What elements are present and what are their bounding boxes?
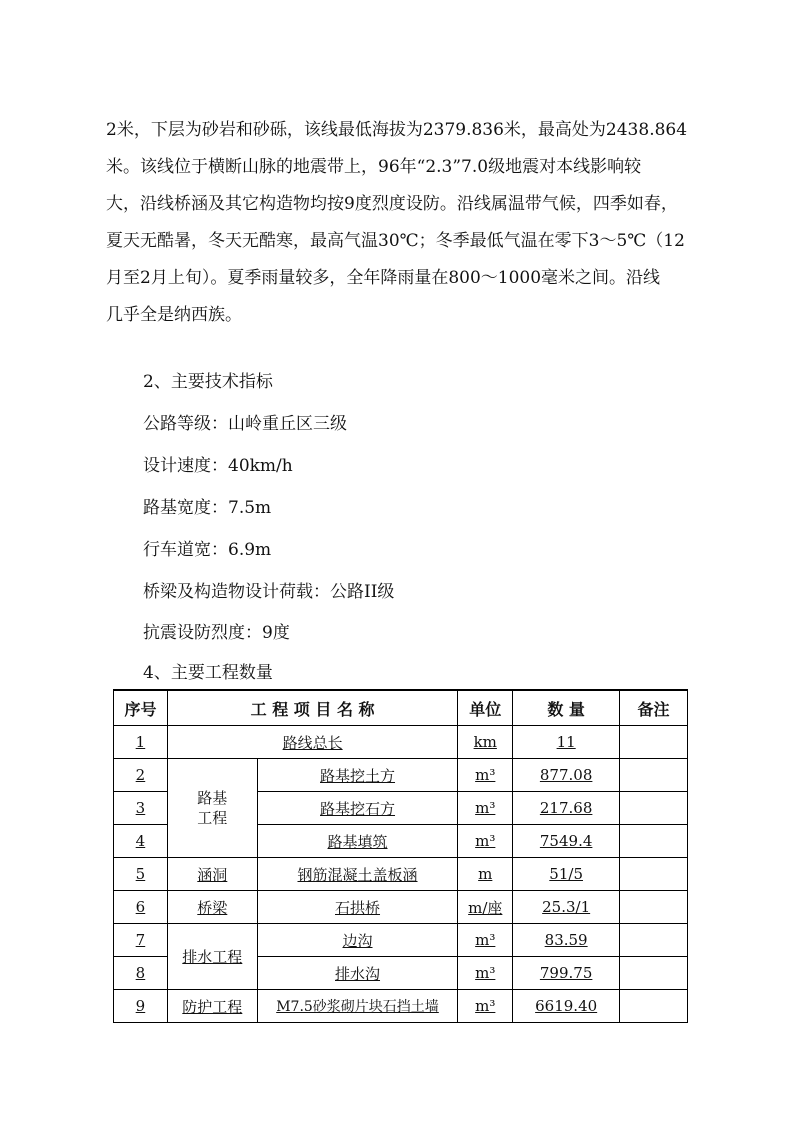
row-no: 5 — [114, 858, 168, 891]
row-category: 防护工程 — [167, 990, 257, 1023]
row-note — [620, 924, 688, 957]
row-name: 边沟 — [257, 924, 458, 957]
row-name: 排水沟 — [257, 957, 458, 990]
row-unit: m³ — [458, 990, 513, 1023]
header-note: 备注 — [620, 690, 688, 726]
row-note — [620, 792, 688, 825]
quantities-table — [113, 689, 688, 1023]
paragraph-line: 月至2月上旬）。夏季雨量较多，全年降雨量在800～1000毫米之间。沿线 — [106, 268, 661, 288]
row-unit: m³ — [458, 957, 513, 990]
row-qty: 83.59 — [513, 924, 620, 957]
row-category: 路线总长 — [167, 726, 457, 759]
row-name: 路基挖石方 — [257, 792, 458, 825]
row-no: 6 — [114, 891, 168, 924]
row-note — [620, 891, 688, 924]
row-note — [620, 726, 688, 759]
row-qty: 877.08 — [513, 759, 620, 792]
row-note — [620, 957, 688, 990]
table-row — [114, 726, 688, 759]
spec-seismic-intensity: 抗震设防烈度：9度 — [143, 623, 290, 643]
paragraph-line: 夏天无酷暑，冬天无酷寒，最高气温30℃；冬季最低气温在零下3～5℃（12 — [106, 231, 685, 251]
table-row — [114, 924, 688, 957]
row-name: 路基挖土方 — [257, 759, 458, 792]
paragraph-line: 2米，下层为砂岩和砂砾，该线最低海拔为2379.836米，最高处为2438.864 — [106, 120, 688, 140]
row-qty: 11 — [513, 726, 620, 759]
spec-subgrade-width: 路基宽度：7.5m — [143, 498, 272, 518]
row-unit: m³ — [458, 825, 513, 858]
row-category: 涵洞 — [167, 858, 257, 891]
spec-design-load: 桥梁及构造物设计荷载：公路II级 — [143, 582, 395, 602]
row-category — [167, 759, 257, 858]
row-note — [620, 825, 688, 858]
row-unit: m — [458, 858, 513, 891]
table-row — [114, 990, 688, 1023]
header-unit: 单位 — [458, 690, 513, 726]
row-qty: 6619.40 — [513, 990, 620, 1023]
row-qty: 217.68 — [513, 792, 620, 825]
spec-design-speed: 设计速度：40km/h — [143, 456, 293, 476]
row-qty: 7549.4 — [513, 825, 620, 858]
row-note — [620, 858, 688, 891]
section-heading-tech: 2、主要技术指标 — [143, 372, 273, 392]
spec-lane-width: 行车道宽：6.9m — [143, 540, 272, 560]
row-qty: 25.3/1 — [513, 891, 620, 924]
paragraph-line: 米。该线位于横断山脉的地震带上，96年“2.3”7.0级地震对本线影响较 — [106, 157, 642, 177]
header-qty: 数 量 — [513, 690, 620, 726]
table-row — [114, 891, 688, 924]
row-name: 石拱桥 — [257, 891, 458, 924]
section-heading-quantities: 4、主要工程数量 — [143, 663, 273, 683]
header-item: 工 程 项 目 名 称 — [167, 690, 457, 726]
row-name: 钢筋混凝土盖板涵 — [257, 858, 458, 891]
row-category: 排水工程 — [167, 924, 257, 990]
row-unit: m³ — [458, 792, 513, 825]
row-category: 桥梁 — [167, 891, 257, 924]
row-no: 2 — [114, 759, 168, 792]
row-no: 9 — [114, 990, 168, 1023]
row-unit: m³ — [458, 759, 513, 792]
row-name: M7.5砂浆砌片块石挡土墙 — [257, 990, 458, 1023]
intro-paragraph — [106, 112, 726, 334]
row-name: 路基填筑 — [257, 825, 458, 858]
row-no: 4 — [114, 825, 168, 858]
row-unit: m³ — [458, 924, 513, 957]
row-note — [620, 759, 688, 792]
table-row — [114, 858, 688, 891]
paragraph-line: 几乎全是纳西族。 — [106, 305, 242, 325]
spec-road-grade: 公路等级：山岭重丘区三级 — [143, 414, 347, 434]
row-note — [620, 990, 688, 1023]
header-no: 序号 — [114, 690, 168, 726]
table-header-row — [114, 690, 688, 726]
row-no: 8 — [114, 957, 168, 990]
row-qty: 799.75 — [513, 957, 620, 990]
row-qty: 51/5 — [513, 858, 620, 891]
row-no: 3 — [114, 792, 168, 825]
category-label: 路基工程 — [197, 789, 228, 827]
row-unit: m/座 — [458, 891, 513, 924]
row-no: 1 — [114, 726, 168, 759]
row-unit: km — [458, 726, 513, 759]
row-no: 7 — [114, 924, 168, 957]
table-row — [114, 759, 688, 792]
paragraph-line: 大，沿线桥涵及其它构造物均按9度烈度设防。沿线属温带气候，四季如春， — [106, 194, 678, 214]
